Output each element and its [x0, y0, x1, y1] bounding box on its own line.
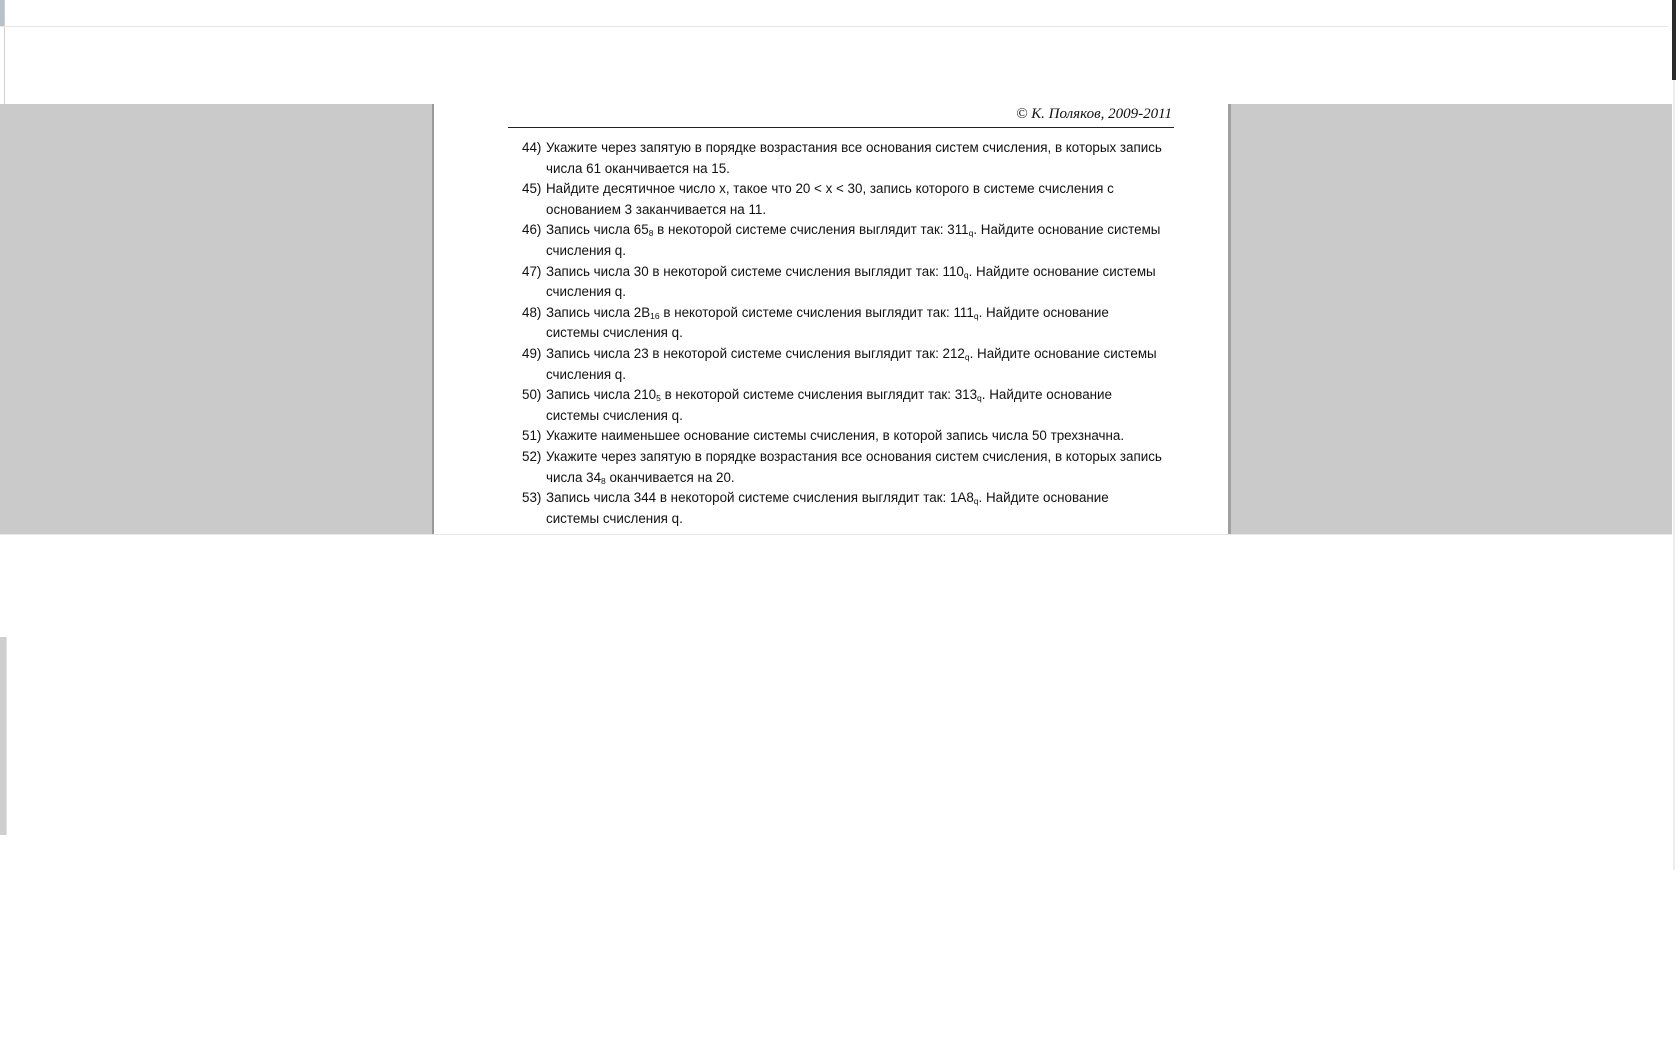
base-subscript: q	[968, 228, 974, 239]
task-item	[522, 344, 1162, 385]
task-text: Найдите десятичное число x, такое что 20 < x < 30, запись которого в системе счисления с основанием 3 заканчивается на 11.	[546, 181, 1114, 217]
task-number: 49)	[522, 345, 542, 361]
window-left-edge	[4, 0, 5, 104]
base-subscript: 16	[650, 310, 660, 321]
task-text-part: Укажите через запятую в порядке возрастания все основания систем счисления, в которых запись числа 34	[546, 448, 1162, 485]
task-number: 44)	[522, 140, 542, 155]
page-header-copyright: © К. Поляков, 2009-2011	[1016, 106, 1172, 122]
task-item	[522, 220, 1162, 261]
header-divider	[508, 127, 1174, 128]
task-text: Укажите через запятую в порядке возрастания все основания систем счисления, в которых запись числа 61 оканчивается на 15.	[546, 140, 1162, 176]
task-item	[522, 303, 1162, 344]
task-item	[522, 385, 1162, 426]
base-subscript: q	[963, 269, 969, 280]
task-text-part: . Найдите основание системы счисления q.	[546, 387, 1112, 423]
base-subscript: 8	[648, 228, 654, 239]
task-text-part: в некоторой системе счисления выглядит так: 111	[659, 304, 974, 320]
base-subscript: 8	[601, 475, 606, 486]
task-text-part: Запись числа 23 в некоторой системе счисления выглядит так: 212	[546, 345, 965, 361]
task-item	[522, 262, 1162, 303]
task-text-part: Запись числа 2B	[546, 304, 651, 320]
base-subscript: q	[977, 393, 982, 404]
task-number: 46)	[522, 222, 542, 238]
task-text-part: . Найдите основание системы счисления q.	[546, 490, 1109, 526]
vertical-scrollbar-thumb[interactable]	[1672, 0, 1676, 80]
document-page[interactable]	[434, 104, 1228, 534]
task-item	[522, 447, 1162, 488]
base-subscript: q	[973, 310, 979, 321]
base-subscript: 5	[656, 393, 661, 404]
task-number: 50)	[522, 387, 542, 403]
task-text-part: Запись числа 30 в некоторой системе счисления выглядит так: 110	[546, 263, 964, 279]
task-text: Укажите наименьшее основание системы счисления, в которой запись числа 50 трехзначна.	[546, 428, 1125, 444]
task-text-part: . Найдите основание системы счисления q.	[546, 304, 1109, 341]
task-text-part: Запись числа 65	[546, 222, 649, 238]
toolbar-divider	[0, 26, 1672, 27]
task-text-part: оканчивается на 20.	[605, 469, 735, 485]
task-text-part: в некоторой системе счисления выглядит так: 313	[660, 387, 978, 403]
task-list	[522, 138, 1162, 529]
task-text-part: Запись числа 210	[546, 387, 657, 403]
task-number: 53)	[522, 490, 542, 506]
task-item	[522, 179, 1162, 220]
task-item	[522, 426, 1162, 447]
page-shadow-right	[1228, 104, 1231, 534]
task-number: 47)	[522, 263, 542, 279]
task-number: 52)	[522, 448, 542, 464]
task-text-part: . Найдите основание системы счисления q.	[546, 263, 1156, 300]
task-text-part: . Найдите основание системы счисления q.	[546, 222, 1161, 258]
task-number: 45)	[522, 181, 542, 197]
left-panel-fragment	[0, 637, 6, 835]
task-text-part: . Найдите основание системы счисления q.	[546, 345, 1157, 382]
task-number: 48)	[522, 304, 542, 320]
viewer-bottom-edge	[0, 534, 1672, 535]
task-text-part: в некоторой системе счисления выглядит так: 311	[653, 222, 969, 238]
task-text-part: Запись числа 344 в некоторой системе счисления выглядит так: 1A8	[546, 490, 974, 506]
base-subscript: q	[964, 351, 970, 362]
base-subscript: q	[973, 496, 979, 507]
task-item	[522, 488, 1162, 529]
task-item	[522, 138, 1162, 179]
task-number: 51)	[522, 428, 542, 444]
